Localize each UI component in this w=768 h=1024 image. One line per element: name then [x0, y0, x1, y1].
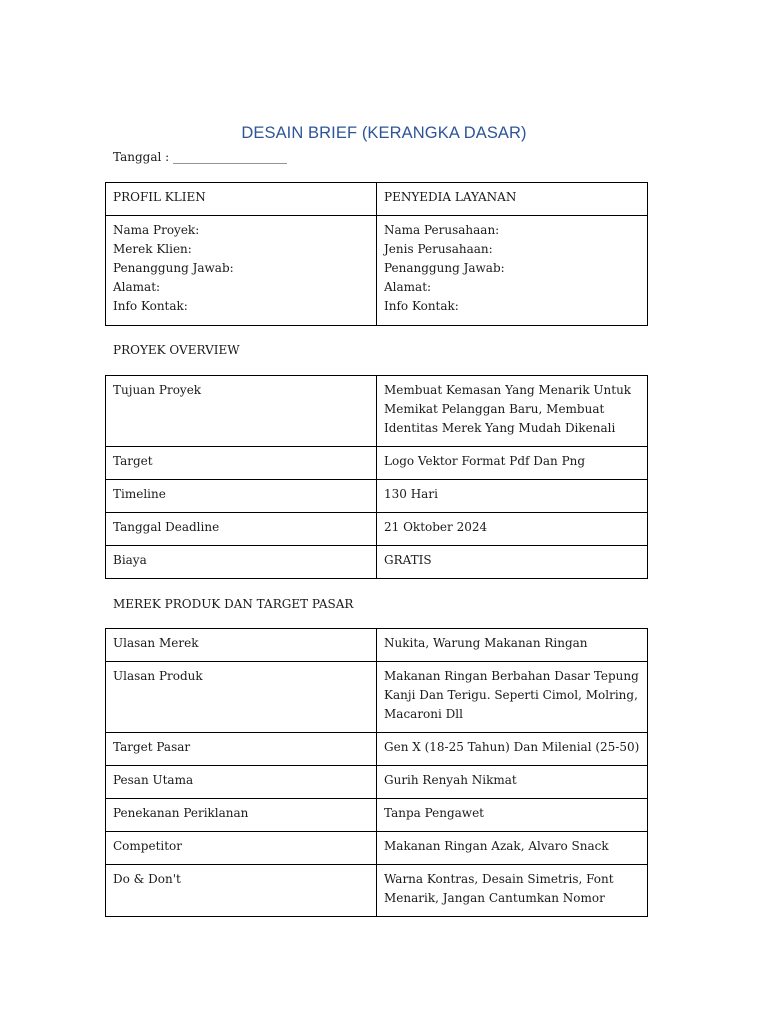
value-line: Makanan Ringan Berbahan Dasar Tepung — [384, 669, 639, 683]
document-title: DESAIN BRIEF (KERANGKA DASAR) — [241, 124, 527, 142]
table-row — [106, 546, 648, 579]
profile-header-right: PENYEDIA LAYANAN — [377, 183, 648, 216]
row-label: Do & Don't — [106, 865, 377, 917]
table-row — [106, 733, 648, 766]
row-value: Tanpa Pengawet — [377, 799, 648, 832]
row-label: Competitor — [106, 832, 377, 865]
value-line: Warna Kontras, Desain Simetris, Font — [384, 872, 614, 886]
value-line: Menarik, Jangan Cantumkan Nomor — [384, 891, 605, 905]
value-line: Kanji Dan Terigu. Seperti Cimol, Molring, — [384, 688, 638, 702]
row-label: Timeline — [106, 480, 377, 513]
value-line: Memikat Pelanggan Baru, Membuat — [384, 402, 605, 416]
table-row — [106, 447, 648, 480]
row-value: GRATIS — [377, 546, 648, 579]
table-row — [106, 799, 648, 832]
row-value: Logo Vektor Format Pdf Dan Png — [377, 447, 648, 480]
row-label: Tujuan Proyek — [106, 376, 377, 447]
client-field: Nama Proyek: — [113, 223, 200, 237]
table-row — [106, 662, 648, 733]
provider-field: Info Kontak: — [384, 299, 459, 313]
date-line — [113, 150, 287, 164]
client-field: Penanggung Jawab: — [113, 261, 234, 275]
row-label: Tanggal Deadline — [106, 513, 377, 546]
row-value: Gen X (18-25 Tahun) Dan Milenial (25-50) — [377, 733, 648, 766]
row-value — [377, 865, 648, 917]
provider-field: Penanggung Jawab: — [384, 261, 505, 275]
table-row — [106, 513, 648, 546]
value-line: Identitas Merek Yang Mudah Dikenali — [384, 421, 616, 435]
table-row — [106, 629, 648, 662]
value-line: Macaroni Dll — [384, 707, 463, 721]
row-value — [377, 376, 648, 447]
row-value: Makanan Ringan Azak, Alvaro Snack — [377, 832, 648, 865]
provider-field: Nama Perusahaan: — [384, 223, 500, 237]
row-value: 130 Hari — [377, 480, 648, 513]
provider-field: Alamat: — [384, 280, 432, 294]
provider-fields — [377, 216, 648, 326]
value-line: Membuat Kemasan Yang Menarik Untuk — [384, 383, 632, 397]
row-label: Target — [106, 447, 377, 480]
client-field: Merek Klien: — [113, 242, 192, 256]
table-row — [106, 216, 648, 326]
row-label: Target Pasar — [106, 733, 377, 766]
table-row — [106, 480, 648, 513]
table-row — [106, 865, 648, 917]
row-value — [377, 662, 648, 733]
row-label: Pesan Utama — [106, 766, 377, 799]
client-fields — [106, 216, 377, 326]
row-value: Gurih Renyah Nikmat — [377, 766, 648, 799]
date-label: Tanggal : — [113, 150, 170, 164]
table-row — [106, 766, 648, 799]
overview-table — [105, 375, 648, 579]
section-heading-overview: PROYEK OVERVIEW — [113, 343, 240, 357]
profile-header-left: PROFIL KLIEN — [106, 183, 377, 216]
client-field: Alamat: — [113, 280, 161, 294]
row-value: Nukita, Warung Makanan Ringan — [377, 629, 648, 662]
profile-table — [105, 182, 648, 326]
table-row — [106, 376, 648, 447]
brand-table — [105, 628, 648, 917]
row-value: 21 Oktober 2024 — [377, 513, 648, 546]
table-row — [106, 183, 648, 216]
row-label: Penekanan Periklanan — [106, 799, 377, 832]
client-field: Info Kontak: — [113, 299, 188, 313]
row-label: Ulasan Produk — [106, 662, 377, 733]
row-label: Ulasan Merek — [106, 629, 377, 662]
section-heading-brand: MEREK PRODUK DAN TARGET PASAR — [113, 597, 354, 611]
table-row — [106, 832, 648, 865]
row-label: Biaya — [106, 546, 377, 579]
provider-field: Jenis Perusahaan: — [384, 242, 493, 256]
date-blank: ___________________ — [173, 150, 287, 164]
